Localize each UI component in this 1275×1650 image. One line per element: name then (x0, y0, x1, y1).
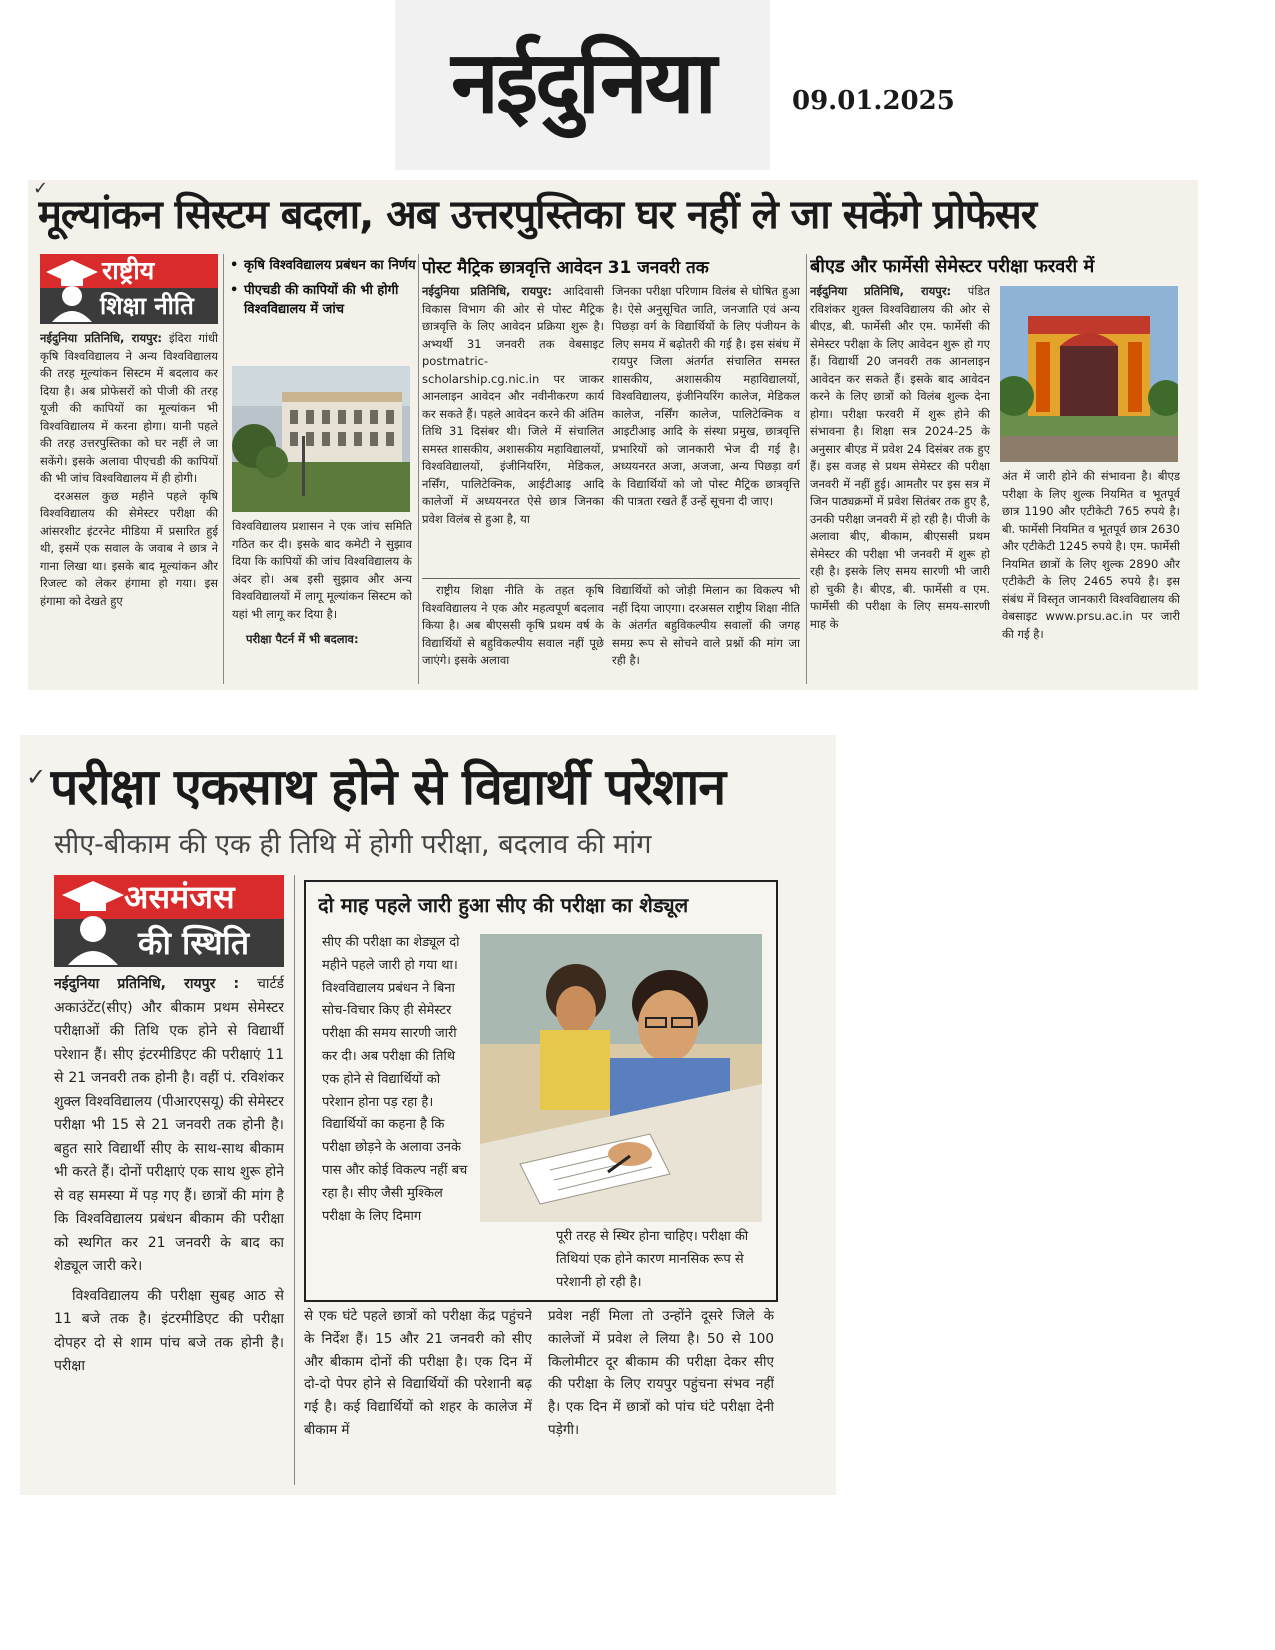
article1-col2 (232, 518, 412, 684)
schedule-box (304, 880, 778, 1302)
article1-col1 (40, 330, 218, 680)
badge-bottom-label: की स्थिति (54, 919, 284, 967)
article4-col3-text: प्रवेश नहीं मिला तो उन्होंने दूसरे जिले के कालेजों में प्रवेश ले लिया है। 50 से 100 किलोमीटर दूर बीकाम की परीक्षा देकर सीए की परीक्षा के लिए रायपुर पहुंचना संभव नहीं है। एक दिन में छात्रों को पांच घंटे परीक्षा देनी पड़ेगी। (548, 1308, 774, 1438)
article2-col1 (422, 283, 604, 577)
bullet-item: • कृषि विश्वविद्यालय प्रबंधन का निर्णय (230, 258, 416, 273)
graduate-icon (44, 256, 100, 322)
article2-dateline: नईदुनिया प्रतिनिधि, रायपुर: (422, 284, 552, 298)
article1-col2-subhead: परीक्षा पैटर्न में भी बदलाव: (246, 632, 359, 646)
article3-col1-text: पंडित रविशंकर शुक्ल विश्वविद्यालय की ओर से बीएड, बी. फार्मेसी और एम. फार्मेसी की सेमेस्टर परीक्षा के लिए आवेदन शुरू हो गए हैं। विद्यार्थी 20 जनवरी तक आनलाइन आवेदन कर सकते हैं। इसके बाद आवेदन करने के लिए छात्रों को विलंब शुल्क देना होगा। परीक्षा फरवरी में शुरू होने की संभावना है। शिक्षा सत्र 2024-25 के अनुसार बीएड में प्रवेश 24 दिसंबर तक हुए हैं। इस वजह से प्रथम सेमेस्टर की परीक्षा जनवरी में नहीं हुई। आमतौर पर इस सत्र में जिन पाठ्यक्रमों में प्रवेश सितंबर तक हुए है, उनकी परीक्षा जनवरी में हो रही है। पीजी के अलावा बीए, बीकाम, बीएससी प्रथम सेमेस्टर की परीक्षा भी जनवरी में शुरू हो रही है। इसके लिए समय सारणी भी जारी हो चुकी है। बीएड, बी. फार्मेसी व एम. फार्मेसी की परीक्षा के लिए समय-सारणी माह के (810, 284, 990, 631)
article2-col2 (612, 283, 800, 577)
check-mark: ✓ (26, 763, 47, 791)
article4-badge (54, 875, 284, 967)
article1-col4-text: विद्यार्थियों को जोड़ी मिलान का विकल्प भी नहीं दिया जाएगा। दरअसल राष्ट्रीय शिक्षा नीति के अंतर्गत बहुविकल्पीय सवालों की जगह समग्र रूप से सोचने वाले प्रश्नों की मांग जा रही है। (612, 583, 800, 667)
article1-col3 (422, 582, 604, 686)
article1-dateline: नईदुनिया प्रतिनिधि, रायपुर: (40, 331, 162, 345)
university-gate-photo (1000, 286, 1178, 462)
students-exam-illustration (480, 934, 762, 1222)
article1-bullets (230, 256, 420, 319)
article4-dateline: नईदुनिया प्रतिनिधि, रायपुर : (54, 976, 240, 992)
article4-col1-text2: विश्वविद्यालय की परीक्षा सुबह आठ से 11 बजे तक है। इंटरमीडिएट की परीक्षा दोपहर दो से शाम पांच बजे तक होनी है। परीक्षा (54, 1287, 284, 1374)
article1-col3-text: राष्ट्रीय शिक्षा नीति के तहत कृषि विश्वविद्यालय ने एक और महत्वपूर्ण बदलाव किया है। अब बीएससी कृषि प्रथम वर्ष के विद्यार्थियों से बहुविकल्पीय सवाल नहीं पूछे जाएंगे। इसके अलावा (422, 583, 604, 667)
article1-badge (40, 254, 218, 324)
article3-col2-text: अंत में जारी होने की संभावना है। बीएड परीक्षा के लिए शुल्क नियमित व भूतपूर्व छात्र 1190 और एटीकेटी 765 रुपये है। बी. फार्मेसी नियमित व भूतपूर्व छात्र 2630 और एटीकेटी 1245 रुपये है। एम. फार्मेसी नियमित छात्रों के लिए शुल्क 2890 और एटीकेटी के लिए 2465 रुपये है। इस संबंध में विस्तृत जानकारी विश्वविद्यालय की वेबसाइट www.prsu.ac.in पर जारी की गई है। (1002, 469, 1180, 641)
bullet-item: • पीएचडी की कापियों की भी होगी विश्वविद्यालय में जांच (230, 283, 399, 317)
university-building-photo (232, 366, 410, 512)
article4-col1 (54, 973, 284, 1485)
clipping-top (28, 180, 1198, 690)
article3-col1 (810, 283, 990, 685)
article4-col2 (304, 1305, 532, 1485)
bullet-text: कृषि विश्वविद्यालय प्रबंधन का निर्णय (244, 258, 416, 273)
bullet-text: पीएचडी की कापियों की भी होगी विश्वविद्यालय में जांच (244, 283, 399, 317)
masthead-logo: नईदुनिया (451, 33, 714, 133)
article1-col1-text2: दरअसल कुछ महीने पहले कृषि विश्वविद्यालय की सेमेस्टर परीक्षा की आंसरशीट इंटरनेट मीडिया में प्रसारित हुई थी, इसमें एक सवाल के जवाब ने छात्र ने गाना लिखा था। इसके बाद मूल्यांकन और रिजल्ट को लेकर हंगामा हो गया। इस हंगामा को देखते हुए (40, 488, 218, 608)
article4-subheadline: सीए-बीकाम की एक ही तिथि में होगी परीक्षा, बदलाव की मांग (54, 829, 652, 860)
article1-col4 (612, 582, 800, 686)
box-title: दो माह पहले जारी हुआ सीए की परीक्षा का शेड्यूल (318, 893, 689, 917)
box-text2: पूरी तरह से स्थिर होना चाहिए। परीक्षा की तिथियां एक होने कारण मानसिक रूप से परेशानी हो रही है। (556, 1229, 749, 1290)
article1-col2-text: विश्वविद्यालय प्रशासन ने एक जांच समिति गठित कर दी। इसके बाद कमेटी ने सुझाव दिया कि कापियों की जांच विश्वविद्यालय के अंदर हो। अब इसी सुझाव और अन्य विश्वविद्यालयों में लागू मूल्यांकन सिस्टम को यहां भी लागू कर दिया है। (232, 519, 412, 621)
badge-top-label: राष्ट्रीय (40, 254, 218, 288)
article3-dateline: नईदुनिया प्रतिनिधि, रायपुर: (810, 284, 952, 298)
article1-headline: मूल्यांकन सिस्टम बदला, अब उत्तरपुस्तिका घर नहीं ले जा सकेंगे प्रोफेसर (38, 192, 1037, 238)
article4-col3 (548, 1305, 774, 1485)
badge-top-label: असमंजस (54, 875, 284, 919)
article3-headline: बीएड और फार्मेसी सेमेस्टर परीक्षा फरवरी में (810, 256, 1095, 277)
clipping-bottom (20, 735, 836, 1495)
article4-col1-text: चार्टर्ड अकाउंटेंट(सीए) और बीकाम प्रथम सेमेस्टर परीक्षाओं की तिथि एक होने से विद्यार्थी परेशान हैं। सीए इंटरमीडिएट की परीक्षाएं 11 से 21 जनवरी तक होनी है। वहीं पं. रविशंकर शुक्ल विश्वविद्यालय (पीआरएसयू) की सेमेस्टर परीक्षा भी 15 से 21 जनवरी तक होनी है। बहुत सारे विद्यार्थी सीए के साथ-साथ बीकाम भी करते हैं। दोनों परीक्षाएं एक साथ शुरू होने से वह समस्या में पड़ गए हैं। छात्रों की मांग है कि विश्वविद्यालय प्रबंधन बीकाम की परीक्षा को स्थगित कर 21 जनवरी के बाद का शेड्यूल जारी करे। (54, 976, 284, 1274)
article1-col1-text: इंदिरा गांधी कृषि विश्वविद्यालय ने अन्य विश्वविद्यालय की तरह मूल्यांकन सिस्टम में बदलाव कर दिया है। अब प्रोफेसरों को पीजी की तरह यूजी की कापियों का मूल्यांकन भी विश्वविद्यालय में करना होगा। यानी पहले की तरह उत्तरपुस्तिका को घर नहीं ले जा सकेंगे। इसके अलावा पीएचडी की कापियों की भी जांच विश्वविद्यालय में ही होगी। (40, 331, 218, 485)
article3-col2 (1002, 468, 1180, 686)
article2-headline: पोस्ट मैट्रिक छात्रवृत्ति आवेदन 31 जनवरी तक (422, 258, 709, 278)
article2-col1-text: आदिवासी विकास विभाग की ओर से पोस्ट मैट्रिक छात्रवृत्ति के लिए आवेदन प्रक्रिया शुरू है। अभ्यर्थी 31 जनवरी तक वेबसाइट postmatric-scholarship.cg.nic.in पर जाकर आनलाइन आवेदन और नवीनीकरण कार्य कर सकते हैं। पहले आवेदन करने की अंतिम तिथि 31 दिसंबर थी। जिले में संचालित समस्त शासकीय, अशासकीय महाविद्यालयों, विश्वविद्यालयों, इंजीनियरिंग, मेडिकल, नर्सिंग, पालिटेक्निक, आईटीआइ आदि कालेजों में अध्ययनरत ऐसे छात्र जिनका प्रवेश विलंब से हुआ है, या (422, 284, 604, 526)
masthead-date: 09.01.2025 (792, 86, 955, 116)
graduate-icon (60, 875, 126, 965)
article4-col2-text: से एक घंटे पहले छात्रों को परीक्षा केंद्र पहुंचने के निर्देश हैं। 15 और 21 जनवरी को सीए और बीकाम दोनों की परीक्षा है। एक दिन में दो-दो पेपर होने से विद्यार्थियों की परेशानी बढ़ गई है। कई विद्यार्थियों को शहर के कालेज में बीकाम में (304, 1308, 532, 1438)
check-mark: ✓ (33, 178, 49, 199)
masthead (395, 0, 770, 170)
article2-col2-text: जिनका परीक्षा परिणाम विलंब से घोषित हुआ है। ऐसे अनुसूचित जाति, जनजाति एवं अन्य पिछड़ा वर्ग के विद्यार्थियों के लिए पंजीयन के लिए समय में बढ़ोतरी की गई है। इस संबंध में रायपुर जिला अंतर्गत संचालित समस्त शासकीय, अशासकीय महाविद्यालयों, विश्वविद्यालय, इंजीनियरिंग कालेज, मेडिकल कालेज, नर्सिंग कालेज, पालिटेक्निक व आइटीआइ आदि के संस्था प्रमुख, छात्रवृत्ति प्रभारियों को जानकारी भेज दी गई है। अध्ययनरत अजा, अजजा, अन्य पिछड़ा वर्ग के विद्यार्थियों को जो पोस्ट मैट्रिक छात्रवृत्ति की पात्रता रखते हैं उन्हें सूचना दी जाए। (612, 284, 800, 508)
article4-headline: परीक्षा एकसाथ होने से विद्यार्थी परेशान (50, 758, 726, 816)
badge-bottom-label: शिक्षा नीति (40, 288, 218, 324)
box-text: सीए की परीक्षा का शेड्यूल दो महीने पहले जारी हो गया था। विश्वविद्यालय प्रबंधन ने बिना सोच-विचार किए ही सेमेस्टर परीक्षा की समय सारणी जारी कर दी। अब परीक्षा की तिथि एक होने से विद्यार्थियों को परेशान होना पड़ रहा है। विद्यार्थियों का कहना है कि परीक्षा छोड़ने के अलावा उनके पास और कोई विकल्प नहीं बच रहा है। सीए जैसी मुश्किल परीक्षा के लिए दिमाग (322, 935, 468, 1224)
